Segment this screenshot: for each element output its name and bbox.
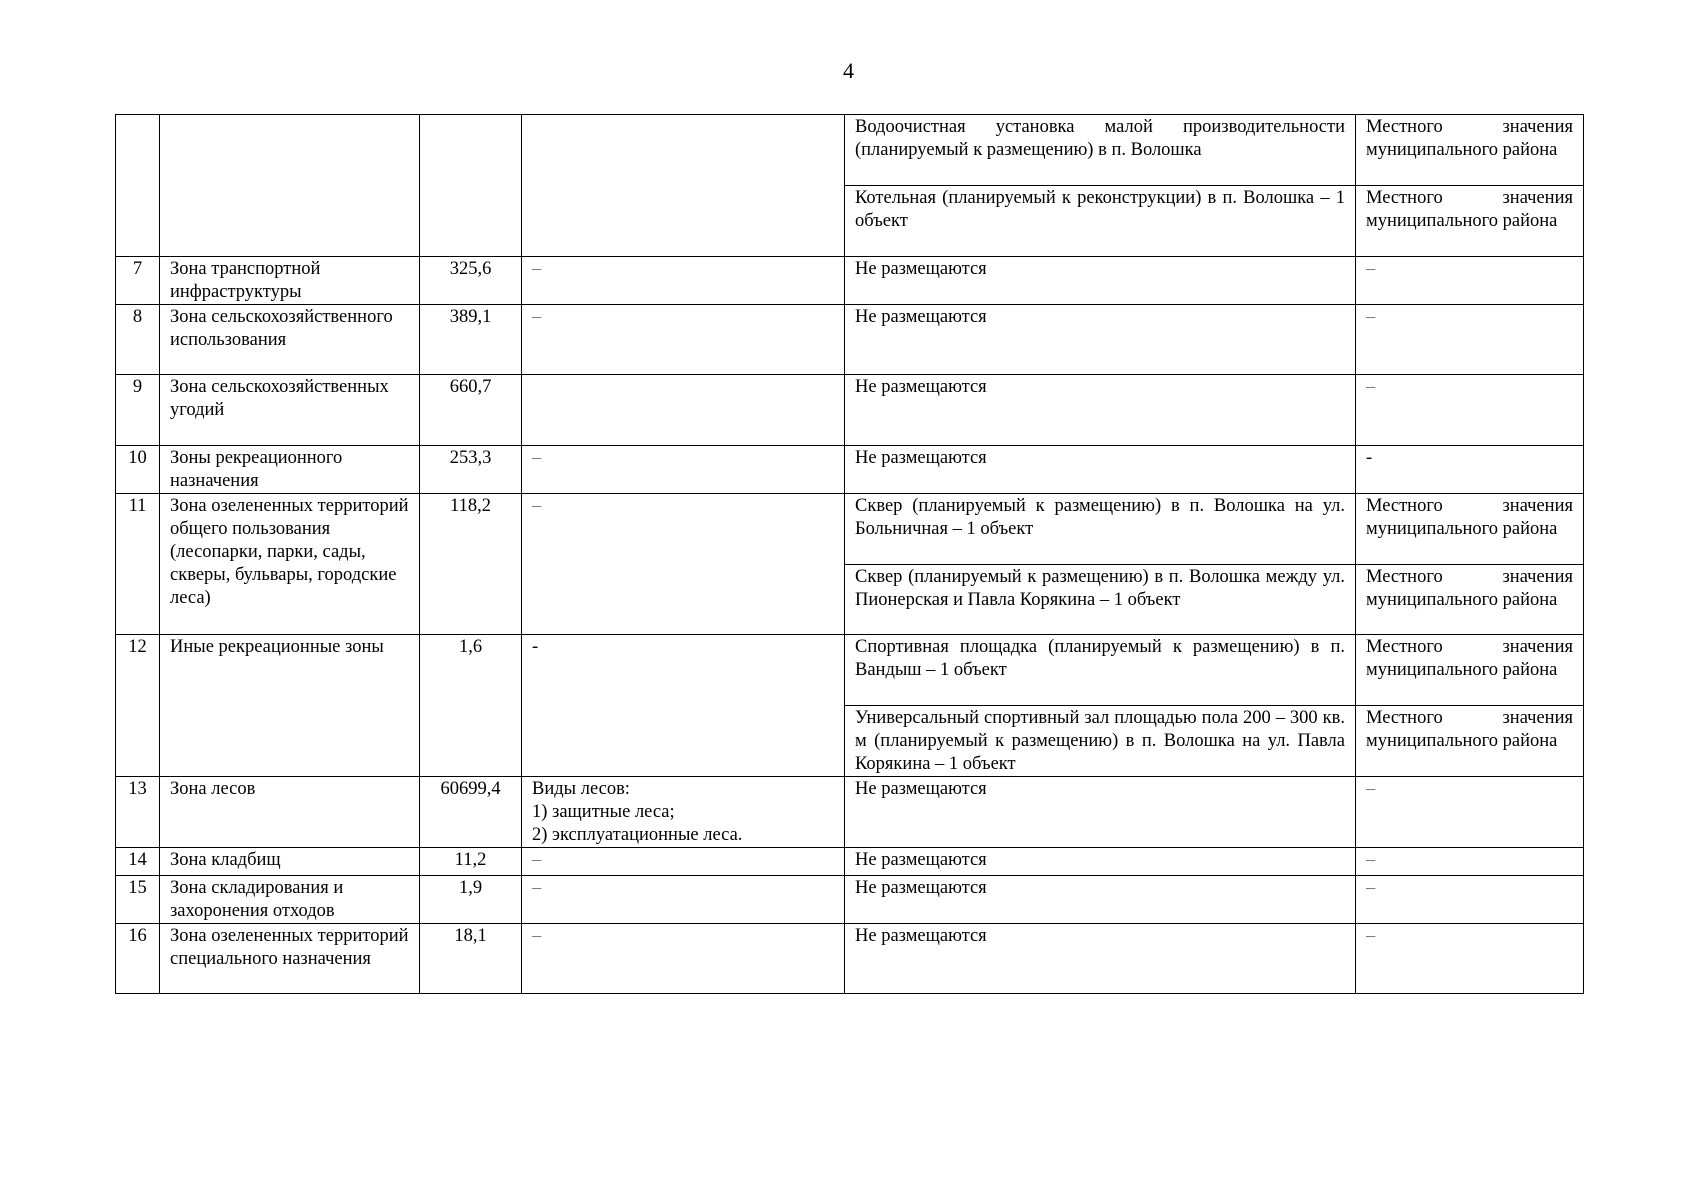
zone-area: 325,6 <box>420 257 522 305</box>
zone-note <box>522 115 845 257</box>
object-name: Не размещаются <box>845 848 1356 876</box>
zone-area: 389,1 <box>420 305 522 375</box>
zone-area: 11,2 <box>420 848 522 876</box>
table-row <box>116 115 1584 186</box>
zones-table <box>115 114 1584 994</box>
object-significance: Местного значения муниципального района <box>1356 635 1584 706</box>
table-row <box>116 305 1584 375</box>
row-number: 7 <box>116 257 160 305</box>
zone-name: Зона лесов <box>160 777 420 848</box>
zone-area: 1,6 <box>420 635 522 777</box>
zone-area <box>420 115 522 257</box>
row-number: 11 <box>116 494 160 635</box>
table-row <box>116 494 1584 565</box>
object-significance: – <box>1356 924 1584 994</box>
zone-area: 118,2 <box>420 494 522 635</box>
object-name: Не размещаются <box>845 777 1356 848</box>
object-significance: Местного значения муниципального района <box>1356 115 1584 186</box>
table-row <box>116 924 1584 994</box>
object-name: Водоочистная установка малой производительности (планируемый к размещению) в п. Волошка <box>845 115 1356 186</box>
row-number: 10 <box>116 446 160 494</box>
row-number <box>116 115 160 257</box>
table-row <box>116 635 1584 706</box>
zone-name: Зона кладбищ <box>160 848 420 876</box>
table-row <box>116 848 1584 876</box>
zone-note: – <box>522 305 845 375</box>
object-name: Не размещаются <box>845 375 1356 446</box>
zone-name: Иные рекреационные зоны <box>160 635 420 777</box>
zone-name: Зона транспортной инфраструктуры <box>160 257 420 305</box>
table-row <box>116 876 1584 924</box>
object-significance: – <box>1356 305 1584 375</box>
row-number: 8 <box>116 305 160 375</box>
zone-note: – <box>522 257 845 305</box>
zone-name: Зона озелененных территорий общего пользования (лесопарки, парки, сады, скверы, бульвары, городские леса) <box>160 494 420 635</box>
object-name: Универсальный спортивный зал площадью пола 200 – 300 кв. м (планируемый к размещению) в п. Волошка на ул. Павла Корякина – 1 объект <box>845 706 1356 777</box>
object-name: Не размещаются <box>845 924 1356 994</box>
object-name: Спортивная площадка (планируемый к размещению) в п. Вандыш – 1 объект <box>845 635 1356 706</box>
zone-note: – <box>522 924 845 994</box>
row-number: 15 <box>116 876 160 924</box>
row-number: 13 <box>116 777 160 848</box>
object-significance: - <box>1356 446 1584 494</box>
zone-area: 253,3 <box>420 446 522 494</box>
table-row <box>116 446 1584 494</box>
object-significance: Местного значения муниципального района <box>1356 494 1584 565</box>
row-number: 12 <box>116 635 160 777</box>
zone-note: Виды лесов: 1) защитные леса; 2) эксплуатационные леса. <box>522 777 845 848</box>
zone-area: 60699,4 <box>420 777 522 848</box>
object-significance: – <box>1356 777 1584 848</box>
table-row <box>116 375 1584 446</box>
zone-note: – <box>522 494 845 635</box>
object-name: Сквер (планируемый к размещению) в п. Волошка на ул. Больничная – 1 объект <box>845 494 1356 565</box>
zone-area: 1,9 <box>420 876 522 924</box>
row-number: 16 <box>116 924 160 994</box>
object-name: Не размещаются <box>845 446 1356 494</box>
zone-name: Зоны рекреационного назначения <box>160 446 420 494</box>
zone-note: - <box>522 635 845 777</box>
zone-area: 18,1 <box>420 924 522 994</box>
object-name: Котельная (планируемый к реконструкции) в п. Волошка – 1 объект <box>845 186 1356 257</box>
object-name: Не размещаются <box>845 257 1356 305</box>
zone-name: Зона складирования и захоронения отходов <box>160 876 420 924</box>
object-significance: Местного значения муниципального района <box>1356 565 1584 635</box>
object-name: Не размещаются <box>845 305 1356 375</box>
zone-note <box>522 375 845 446</box>
zone-note: – <box>522 848 845 876</box>
row-number: 14 <box>116 848 160 876</box>
object-significance: – <box>1356 876 1584 924</box>
zone-name: Зона сельскохозяйственного использования <box>160 305 420 375</box>
page-number: 4 <box>843 58 854 83</box>
zone-name <box>160 115 420 257</box>
zone-note: – <box>522 876 845 924</box>
object-significance: Местного значения муниципального района <box>1356 186 1584 257</box>
object-name: Не размещаются <box>845 876 1356 924</box>
zone-area: 660,7 <box>420 375 522 446</box>
zone-name: Зона сельскохозяйственных угодий <box>160 375 420 446</box>
object-significance: – <box>1356 257 1584 305</box>
object-significance: – <box>1356 375 1584 446</box>
object-name: Сквер (планируемый к размещению) в п. Волошка между ул. Пионерская и Павла Корякина – 1 объект <box>845 565 1356 635</box>
zone-note: – <box>522 446 845 494</box>
object-significance: – <box>1356 848 1584 876</box>
table-row <box>116 257 1584 305</box>
object-significance: Местного значения муниципального района <box>1356 706 1584 777</box>
row-number: 9 <box>116 375 160 446</box>
zone-name: Зона озелененных территорий специального назначения <box>160 924 420 994</box>
table-row <box>116 777 1584 848</box>
